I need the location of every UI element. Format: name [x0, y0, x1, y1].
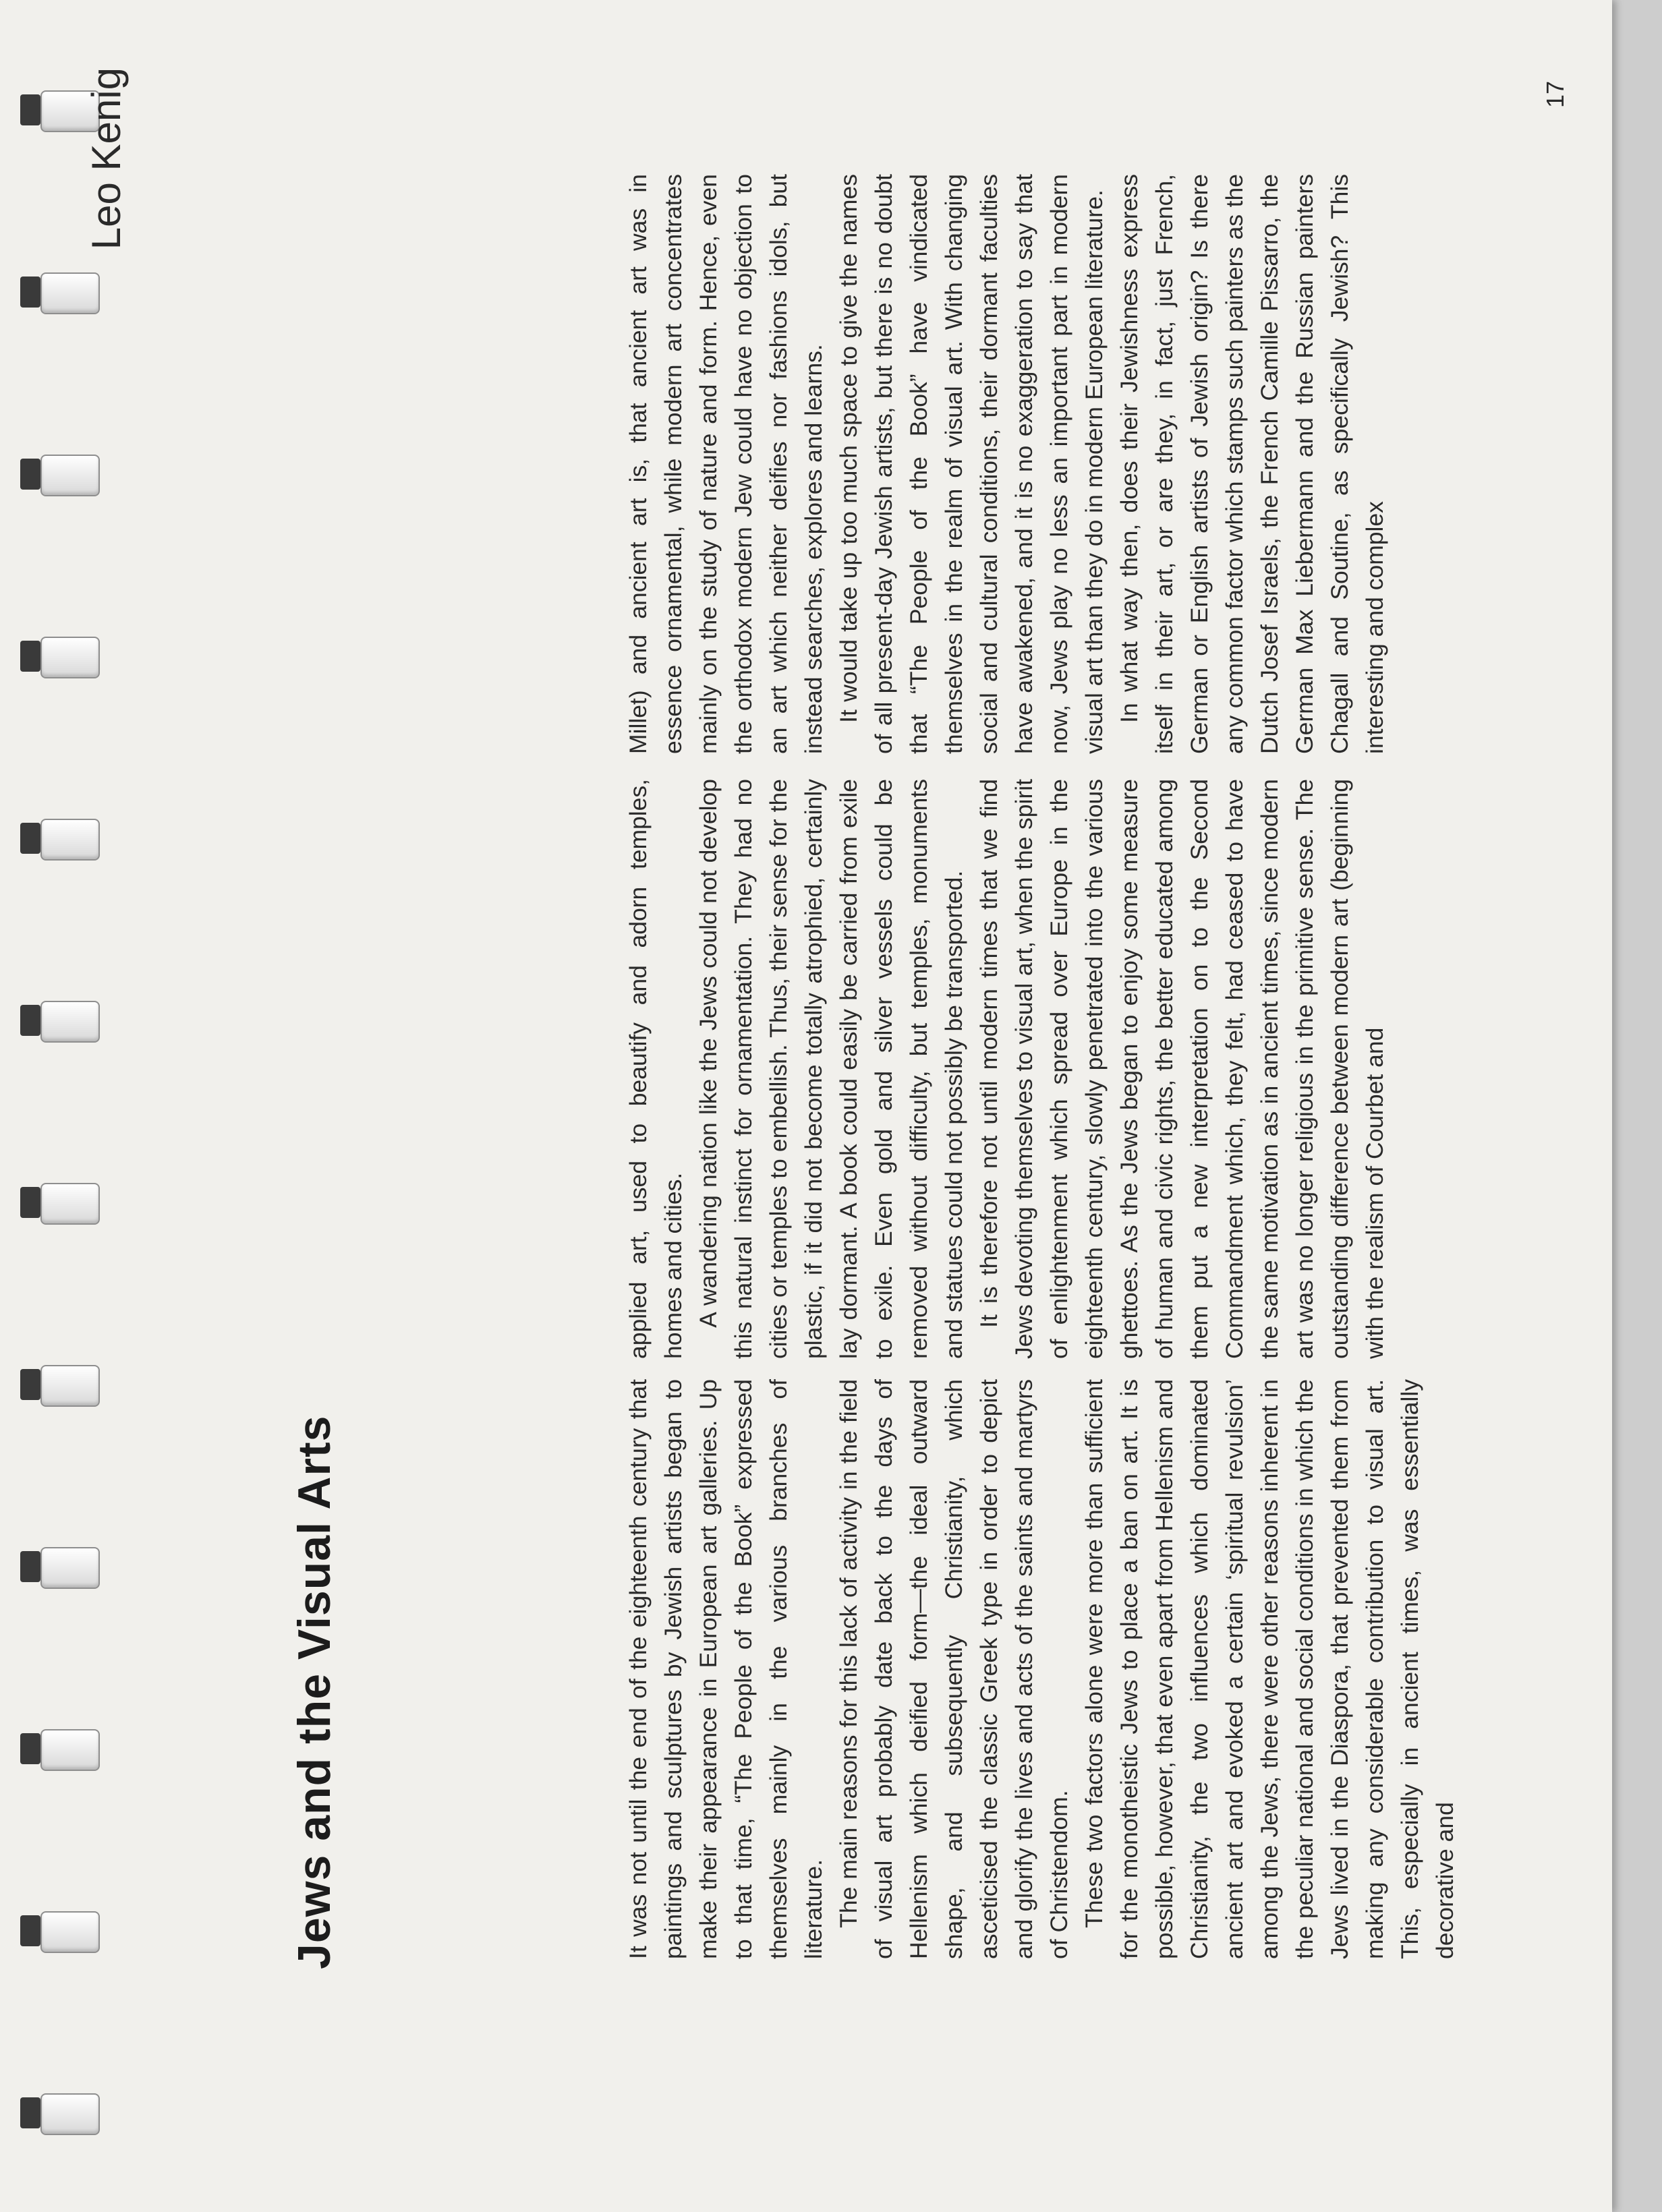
- page-number: 17: [1541, 81, 1569, 109]
- paragraph: The main reasons for this lack of activity in the field of visual art probably date back to the days of Hellenism which deified form—the ideal outward shape, and subsequently Christianity, which asceticised the classic Greek type in order to depict and glorify the lives and acts of the saints and martyrs of Christendom.: [835, 1379, 1072, 1959]
- text-column-3: [621, 174, 1392, 754]
- article-title: Jews and the Visual Arts: [289, 1415, 340, 1969]
- paragraph: In what way then, does their Jewishness express itself in their art, or are they, in fact, just French, German or English artists of Jewish origin? Is there any common factor which stamps such painters as the Dutch Josef Israels, the French Camille Pissarro, the German Max Liebermann and the Russian painters Chagall and Soutine, as specifically Jewish? This interesting and complex: [1116, 174, 1388, 754]
- paragraph: These two factors alone were more than sufficient for the monotheistic Jews to place a ban on art. It is possible, however, that even apart from Hellenism and Christianity, the two influences which dominated ancient art and evoked a certain ‘spiritual revulsion’ among the Jews, there were other reasons inherent in the peculiar national and social conditions in which the Jews lived in the Diaspora, that prevented them from making any considerable contribution to visual art. This, especially in ancient times, was essentially decorative and: [1081, 1379, 1458, 1959]
- author-name: Leo Kenig: [84, 67, 129, 250]
- paragraph: It is therefore not until modern times that we find Jews devoting themselves to visual art, when the spirit of enlightenment which spread over Europe in the eighteenth century, slowly penetrated into the various ghettoes. As the Jews began to enjoy some measure of human and civic rights, the better educated among them put a new interpretation on to the Second Commandment which, they felt, had ceased to have the same motivation as in ancient times, since modern art was no longer religious in the primitive sense. The outstanding difference between modern art (beginning with the realism of Courbet and: [975, 779, 1388, 1359]
- text-column-1: [621, 1379, 1462, 1959]
- paragraph: Millet) and ancient art is, that ancient art was in essence ornamental, while modern art concentrates mainly on the study of nature and form. Hence, even the orthodox modern Jew could have no objection to an art which neither deifies nor fashions idols, but instead searches, explores and learns.: [625, 174, 827, 754]
- paragraph: It was not until the end of the eighteenth century that paintings and sculptures by Jewish artists began to make their appearance in European art galleries. Up to that time, “The People of the Book” expressed themselves mainly in the various branches of literature.: [625, 1379, 827, 1959]
- paragraph: It would take up too much space to give the names of all present-day Jewish artists, but there is no doubt that “The People of the Book” have vindicated themselves in the realm of visual art. With changing social and cultural conditions, their dormant faculties have awakened, and it is no exaggeration to say that now, Jews play no less an important part in modern visual art than they do in modern European literature.: [835, 174, 1108, 754]
- paragraph: applied art, used to beautify and adorn temples, homes and cities.: [625, 779, 687, 1359]
- paragraph: A wandering nation like the Jews could not develop this natural instinct for ornamentation. They had no cities or temples to embellish. Thus, their sense for the plastic, if it did not become totally atrophied, certainly lay dormant. A book could easily be carried from exile to exile. Even gold and silver vessels could be removed without difficulty, but temples, monuments and statues could not possibly be transported.: [695, 779, 967, 1359]
- text-column-2: [621, 779, 1392, 1359]
